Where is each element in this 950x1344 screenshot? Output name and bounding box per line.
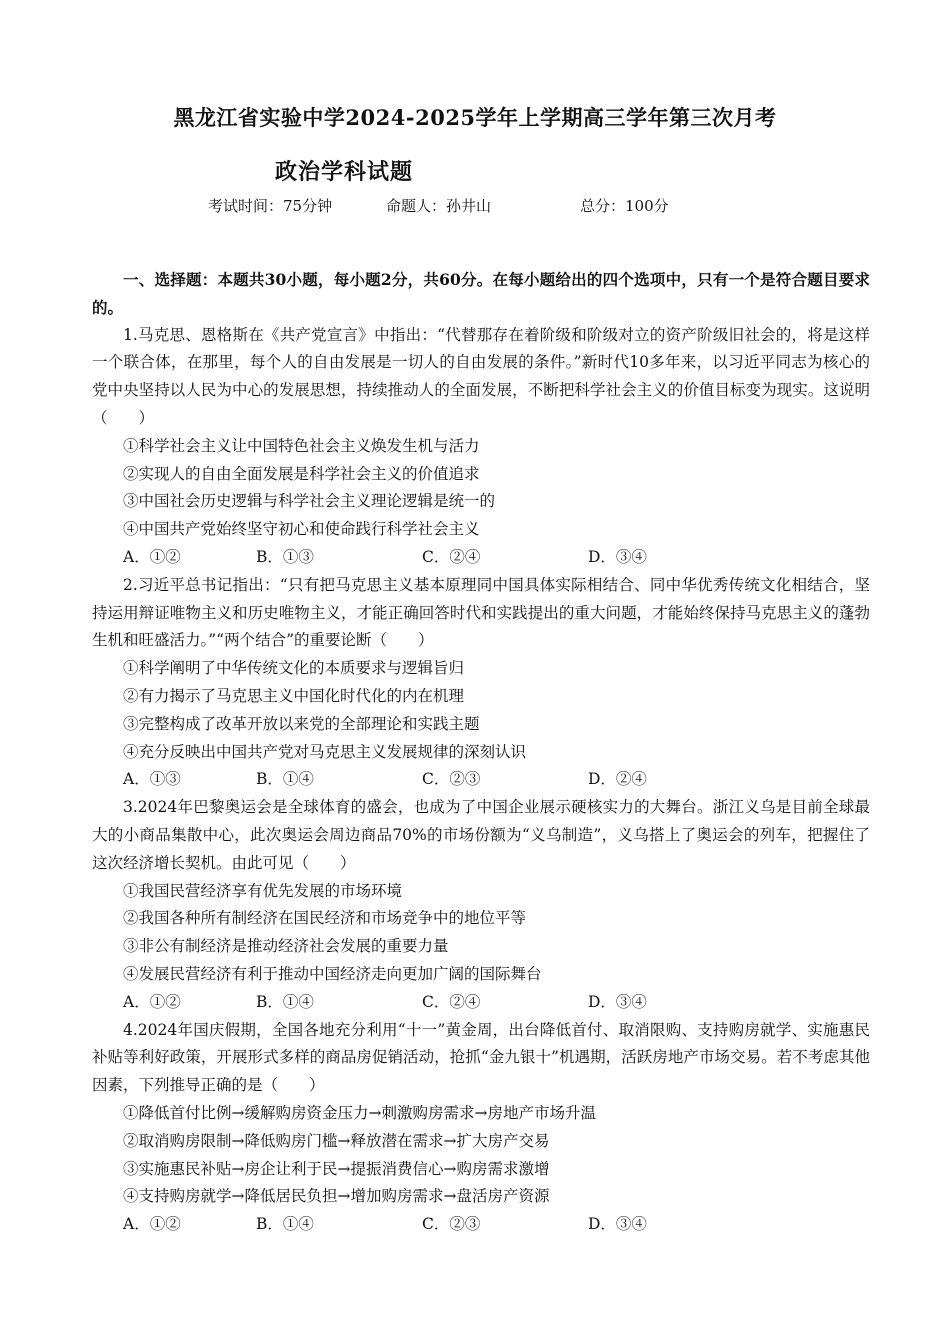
question-stem: 1.马克思、恩格斯在《共产党宣言》中指出：“代替那存在着阶级和阶级对立的资产阶级旧社会的，将是这样一个联合体，在那里，每个人的自由发展是一切人的自由发展的条件。”新时代10多年来，以习近平同志为核心的党中央坚持以人民为中心的发展思想，持续推动人的全面发展，不断把科学社会主义的价值目标变为现实。这说明（ ）: [92, 325, 870, 427]
answer-choices: [92, 1211, 870, 1239]
choice-c: C．②③: [422, 1215, 481, 1234]
exam-author: 命题人：孙井山: [386, 197, 492, 215]
choice-b: B．①④: [256, 992, 314, 1011]
question-option: ①科学社会主义让中国特色社会主义焕发生机与活力: [123, 436, 480, 455]
choice-a: A．①③: [123, 770, 181, 789]
question-option: ③实施惠民补贴→房企让利于民→提振消费信心→购房需求激增: [123, 1159, 550, 1178]
question-option: ④发展民营经济有利于推动中国经济走向更加广阔的国际舞台: [123, 964, 542, 983]
question-option: ④中国共产党始终坚守初心和使命践行科学社会主义: [123, 520, 480, 539]
question-option: ①科学阐明了中华传统文化的本质要求与逻辑旨归: [123, 659, 465, 678]
answer-choices: [92, 544, 870, 572]
choice-b: B．①④: [256, 770, 314, 789]
answer-choices: [92, 766, 870, 794]
choice-d: D．③④: [588, 1215, 647, 1234]
question-option: ④充分反映出中国共产党对马克思主义发展规律的深刻认识: [123, 742, 527, 761]
question-stem: 4.2024年国庆假期，全国各地充分利用“十一”黄金周，出台降低首付、取消限购、支持购房就学、实施惠民补贴等利好政策，开展形式多样的商品房促销活动，抢抓“金九银十”机遇期，活跃房地产市场交易。若不考虑其他因素，下列推导正确的是（ ）: [92, 1020, 870, 1095]
exam-subtitle: 政治学科试题: [275, 159, 414, 185]
question-1: [92, 322, 870, 572]
exam-total-score: 总分：100分: [580, 197, 669, 215]
exam-content: [92, 266, 870, 1239]
question-option: ②我国各种所有制经济在国民经济和市场竞争中的地位平等: [123, 909, 527, 928]
choice-c: C．②④: [422, 992, 481, 1011]
question-2: [92, 572, 870, 794]
question-option: ①我国民营经济享有优先发展的市场环境: [123, 881, 403, 900]
choice-c: C．②④: [422, 547, 481, 566]
question-option: ③中国社会历史逻辑与科学社会主义理论逻辑是统一的: [123, 492, 496, 511]
question-option: ④支持购房就学→降低居民负担→增加购房需求→盘活房产资源: [123, 1187, 550, 1206]
choice-a: A．①②: [123, 992, 181, 1011]
question-3: [92, 794, 870, 1016]
choice-c: C．②③: [422, 770, 481, 789]
question-4: [92, 1017, 870, 1239]
exam-time: 考试时间：75分钟: [208, 197, 333, 215]
question-option: ③完整构成了改革开放以来党的全部理论和实践主题: [123, 714, 480, 733]
question-option: ③非公有制经济是推动经济社会发展的重要力量: [123, 937, 449, 956]
question-stem: 3.2024年巴黎奥运会是全球体育的盛会，也成为了中国企业展示硬核实力的大舞台。浙江义乌是目前全球最大的小商品集散中心，此次奥运会周边商品70%的市场份额为“义乌制造”，义乌搭上了奥运会的列车，把握住了这次经济增长契机。由此可见（ ）: [92, 798, 870, 872]
question-stem: 2.习近平总书记指出：“只有把马克思主义基本原理同中国具体实际相结合、同中华优秀传统文化相结合，坚持运用辩证唯物主义和历史唯物主义，才能正确回答时代和实践提出的重大问题，才能始终保持马克思主义的蓬勃生机和旺盛活力。”“两个结合”的重要论断（ ）: [92, 575, 870, 650]
choice-a: A．①②: [123, 1215, 181, 1234]
section-heading: 一、选择题：本题共30小题，每小题2分，共60分。在每小题给出的四个选项中，只有一个是符合题目要求的。: [92, 270, 870, 317]
choice-a: A．①②: [123, 547, 181, 566]
exam-title: 黑龙江省实验中学2024-2025学年上学期高三学年第三次月考: [173, 105, 777, 130]
question-option: ②有力揭示了马克思主义中国化时代化的内在机理: [123, 686, 465, 705]
question-option: ②实现人的自由全面发展是科学社会主义的价值追求: [123, 464, 480, 483]
question-option: ①降低首付比例→缓解购房资金压力→刺激购房需求→房地产市场升温: [123, 1103, 596, 1122]
choice-b: B．①④: [256, 1215, 314, 1234]
question-option: ②取消购房限制→降低购房门槛→释放潜在需求→扩大房产交易: [123, 1131, 550, 1150]
choice-d: D．③④: [588, 992, 647, 1011]
choice-d: D．②④: [588, 770, 647, 789]
answer-choices: [92, 989, 870, 1017]
choice-b: B．①③: [256, 547, 314, 566]
choice-d: D．③④: [588, 547, 647, 566]
